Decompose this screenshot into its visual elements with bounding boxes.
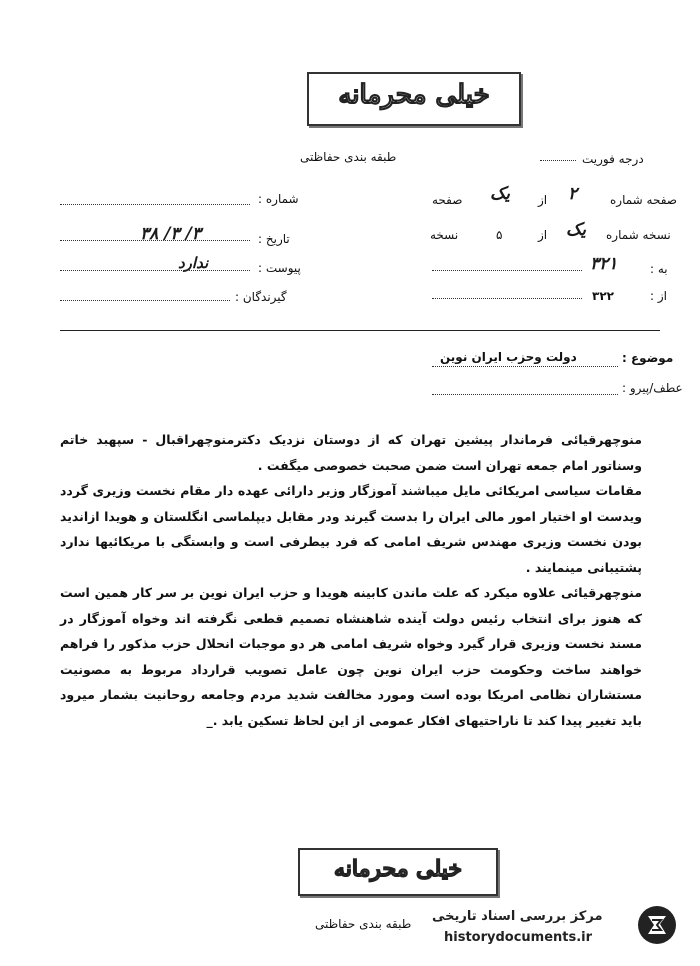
copy-number-label: نسخه شماره xyxy=(606,228,671,242)
subject-value: دولت وحزب ایران نوین xyxy=(440,350,577,364)
date-value: ۳/ ۳/ ۳۸ xyxy=(140,224,201,244)
attachment-value: ندارد xyxy=(178,254,209,272)
to-label: به : xyxy=(650,262,668,276)
body-paragraph: مقامات سیاسی امریکائی مایل میباشند آموزگار وزیر دارائی عهده دار مقام نخست وزیری گردد ویدست او اختیار امور مالی ایران را بدست گیرند ودر مقابل دیپلماسی انگلستان و هویدا ازاندید بودن نخست وزیری مهندس شریف امامی که فرد بیطرفی است و وابستگی با مریکائیها ندارد پشتیبانی مینمایند . xyxy=(60,483,642,575)
copy-number-value: یک xyxy=(566,220,586,240)
footer-protection-class: طبقه بندی حفاظتی xyxy=(315,917,412,931)
bottom-stamp-text: خیلی محرمانه xyxy=(333,856,463,882)
copy-suffix: نسخه xyxy=(430,228,459,242)
number-dots xyxy=(60,204,250,205)
subject-dots xyxy=(432,366,618,367)
page-of-label: از xyxy=(538,193,548,207)
org-name: مرکز بررسی اسناد تاریخی xyxy=(432,909,603,924)
stamp-text: خیلی محرمانه xyxy=(338,80,490,110)
page-number-value: ۲ xyxy=(568,184,578,204)
bottom-secret-stamp xyxy=(298,848,498,896)
to-value: ۳۲۱ xyxy=(590,254,618,274)
urgency-dots xyxy=(540,160,576,161)
recipients-label: گیرندگان : xyxy=(235,290,287,304)
date-dots xyxy=(60,240,250,241)
recipients-dots xyxy=(60,300,230,301)
org-website: historydocuments.ir xyxy=(444,930,593,945)
attachment-label: پیوست : xyxy=(258,261,301,275)
page-of-value: یک xyxy=(490,184,510,204)
to-dots xyxy=(432,270,582,271)
reference-label: عطف/پیرو : xyxy=(622,381,683,395)
reference-dots xyxy=(432,394,618,395)
body-paragraph: منوچهرقیائی علاوه میکرد که علت ماندن کابینه هویدا و حزب ایران نوین بر سر کار همین است که هنوز برای انتخاب رئیس دولت آینده شاهنشاه تصمیم قطعی نگرفته اند وخواه آموزگار در مسند نخست وزیری قرار گیرد وخواه شریف امامی هر دو موجبات انحلال حزب مذکور را فراهم خواهند ساخت وحکومت حزب ایران نوین چون عامل تصویب قرارداد مربوط به مصونیت مستشاران نظامی امریکا بوده است ومورد مخالفت شدید مردم وجامعه روحانیت بشمار میرود باید تغییر پیدا کند تا ناراحتیهای افکار عمومی از این لحاظ تسکین یابد ._ xyxy=(60,585,642,728)
copy-of-value: ۵ xyxy=(496,228,503,242)
attachment-dots xyxy=(60,270,250,271)
document-body xyxy=(60,427,642,733)
top-secret-stamp xyxy=(307,72,521,126)
from-dots xyxy=(432,298,582,299)
date-label: تاریخ : xyxy=(258,232,290,246)
copy-of-label: از xyxy=(538,228,548,242)
protection-class-label: طبقه بندی حفاظتی xyxy=(300,150,397,164)
from-label: از : xyxy=(650,289,667,303)
subject-label: موضوع : xyxy=(622,351,674,365)
urgency-label: درجه فوریت xyxy=(582,152,644,166)
page-suffix: صفحه xyxy=(432,193,463,207)
header-divider xyxy=(60,330,660,331)
body-paragraph: منوچهرقیائی فرماندار پیشین تهران که از دوستان نزدیک دکترمنوچهراقبال - سپهبد خاتم وسناتور امام جمعه تهران است ضمن صحبت خصوصی میگفت . xyxy=(60,432,642,473)
from-value: ۳۲۲ xyxy=(592,289,614,303)
number-label: شماره : xyxy=(258,192,299,206)
archive-logo-icon xyxy=(636,904,678,946)
page-number-label: صفحه شماره xyxy=(610,193,677,207)
